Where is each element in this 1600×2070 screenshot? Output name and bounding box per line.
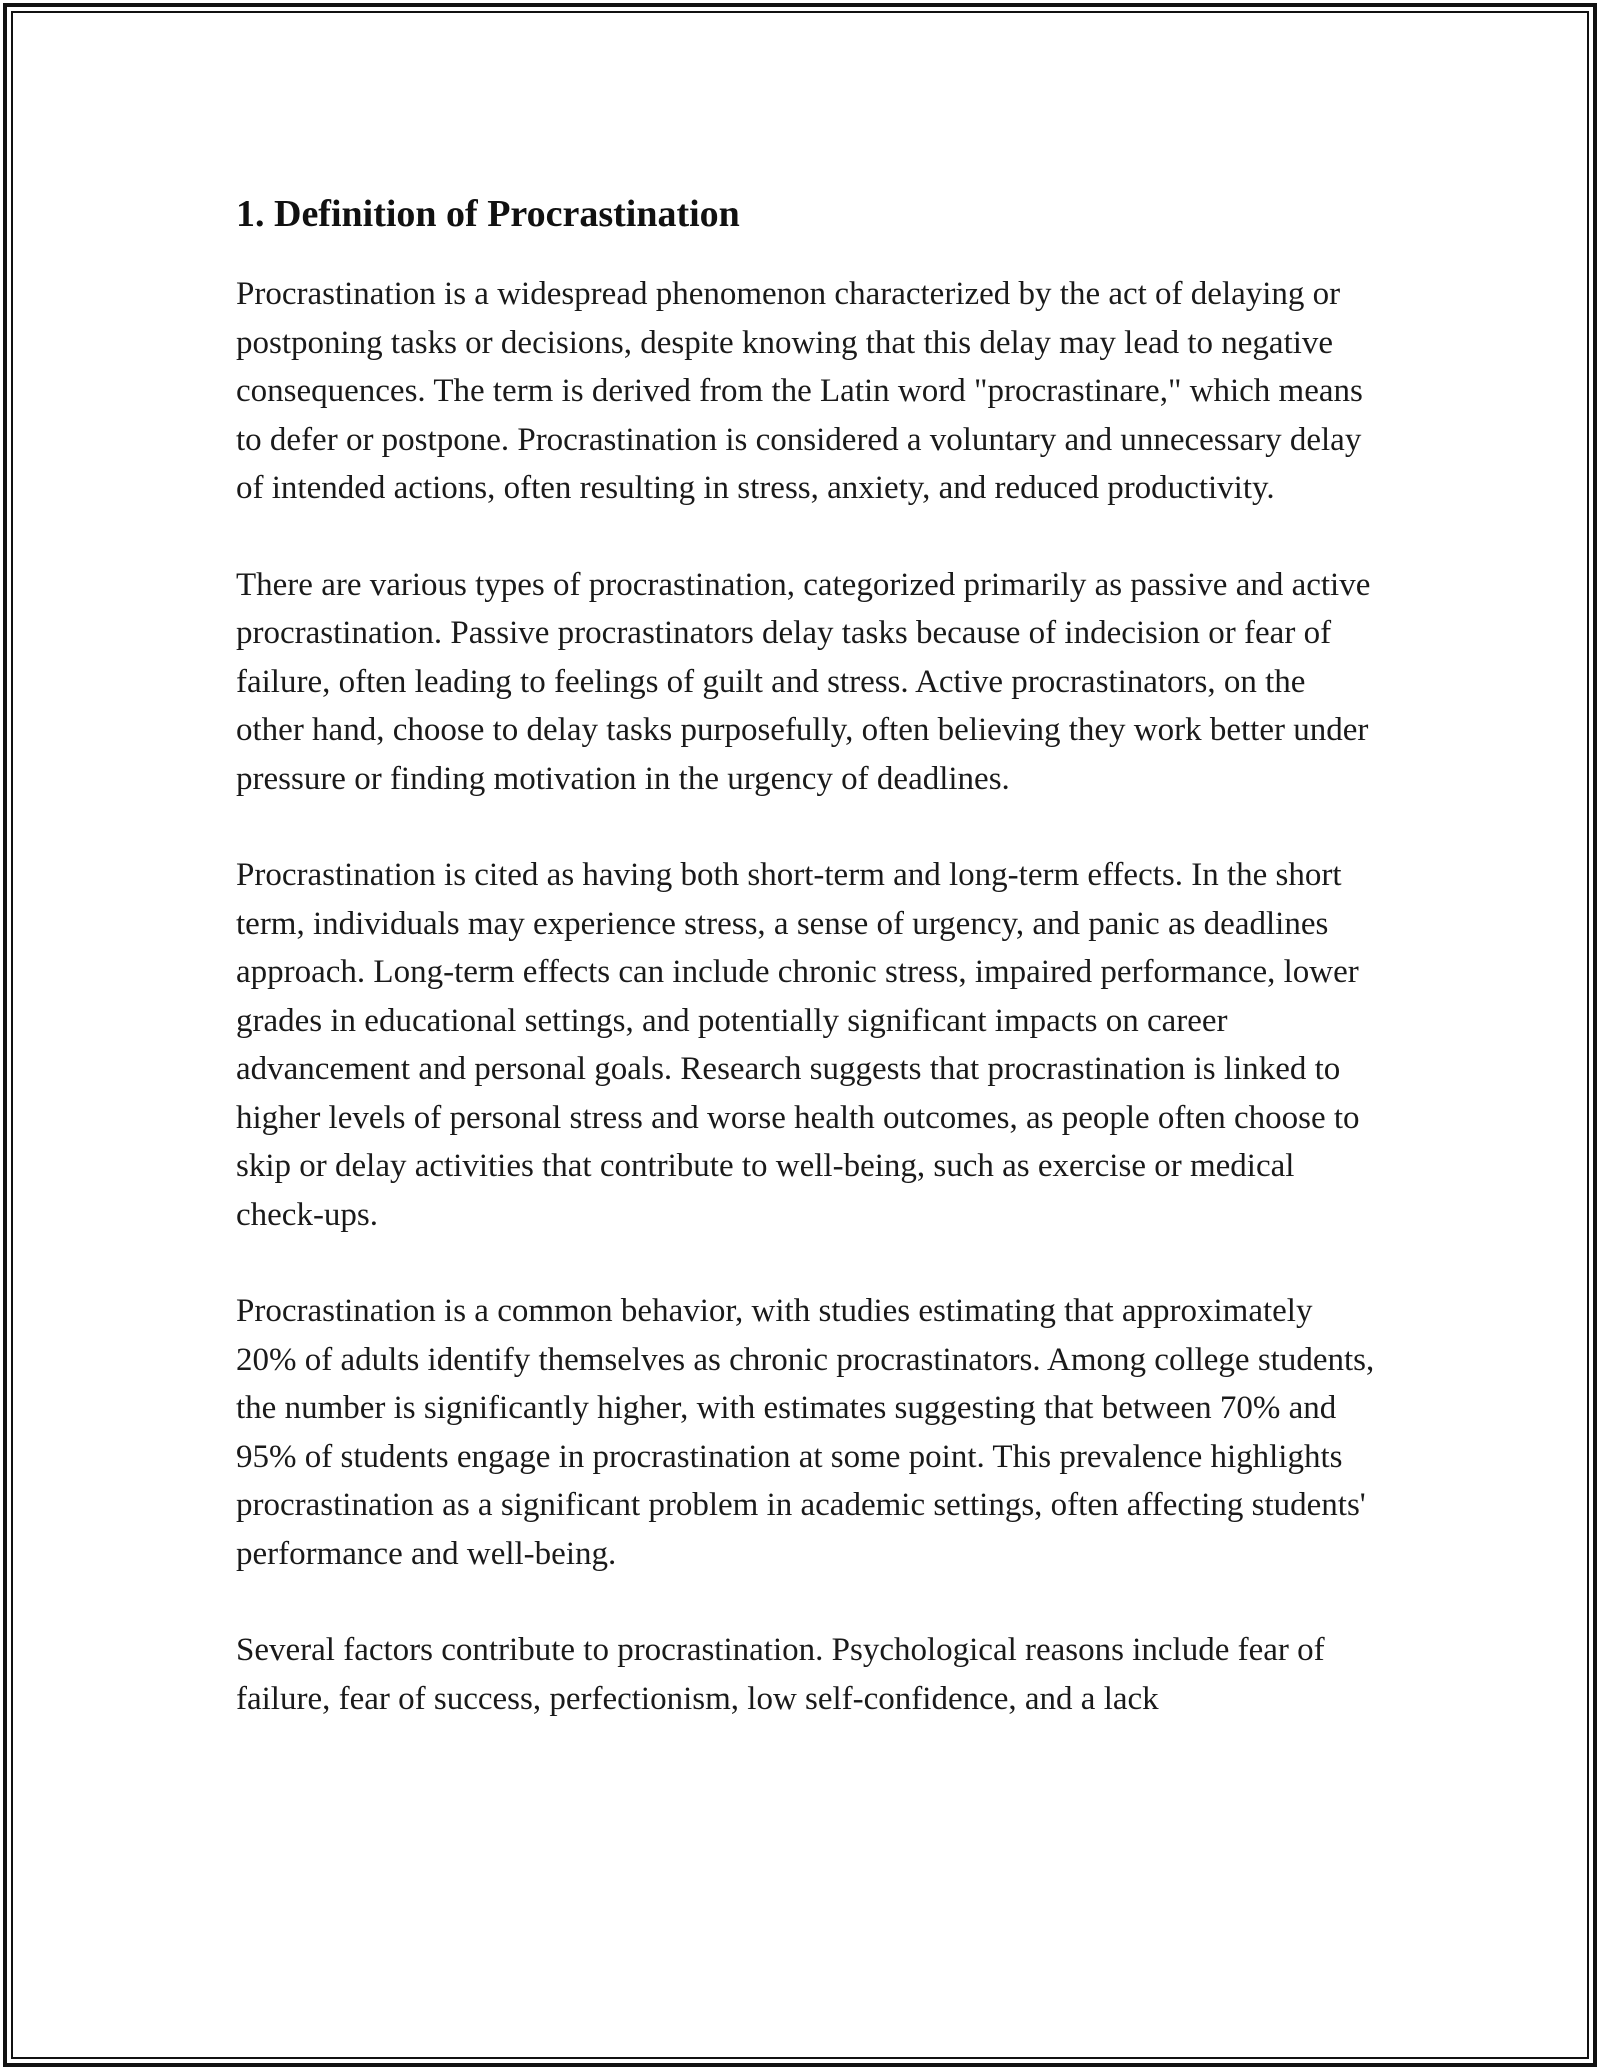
- paragraph-types: There are various types of procrastination, categorized primarily as passive and active procrastination. Passive procrastinators delay tasks because of indecision or fear of failure, often leading to feelings of guilt and stress. Active procrastinators, on the other hand, choose to delay tasks purposefully, often believing they work better under pressure or finding motivation in the urgency of deadlines.: [236, 566, 1371, 797]
- section-heading: 1. Definition of Procrastination: [236, 193, 740, 235]
- paragraph-factors: Several factors contribute to procrastination. Psychological reasons include fear of failure, fear of success, perfectionism, low self-confidence, and a lack: [236, 1632, 1325, 1717]
- paragraph-effects: Procrastination is cited as having both short-term and long-term effects. In the short term, individuals may experience stress, a sense of urgency, and panic as deadlines approach. Long-term effects can include chronic stress, impaired performance, lower grades in educational settings, and potentially significant impacts on career advancement and personal goals. Research suggests that procrastination is linked to higher levels of personal stress and worse health outcomes, as people often choose to skip or delay activities that contribute to well-being, such as exercise or medical check-ups.: [236, 857, 1360, 1233]
- paragraph-definition: Procrastination is a widespread phenomenon characterized by the act of delaying or postponing tasks or decisions, despite knowing that this delay may lead to negative consequences. The term is derived from the Latin word "procrastinare," which means to defer or postpone. Procrastination is considered a voluntary and unnecessary delay of intended actions, often resulting in stress, anxiety, and reduced productivity.: [236, 276, 1363, 506]
- paragraph-prevalence: Procrastination is a common behavior, with studies estimating that approximately 20% of adults identify themselves as chronic procrastinators. Among college students, the number is significantly higher, with estimates suggesting that between 70% and 95% of students engage in procrastination at some point. This prevalence highlights procrastination as a significant problem in academic settings, often affecting students' performance and well-being.: [236, 1293, 1375, 1572]
- document-body: [236, 186, 1376, 1771]
